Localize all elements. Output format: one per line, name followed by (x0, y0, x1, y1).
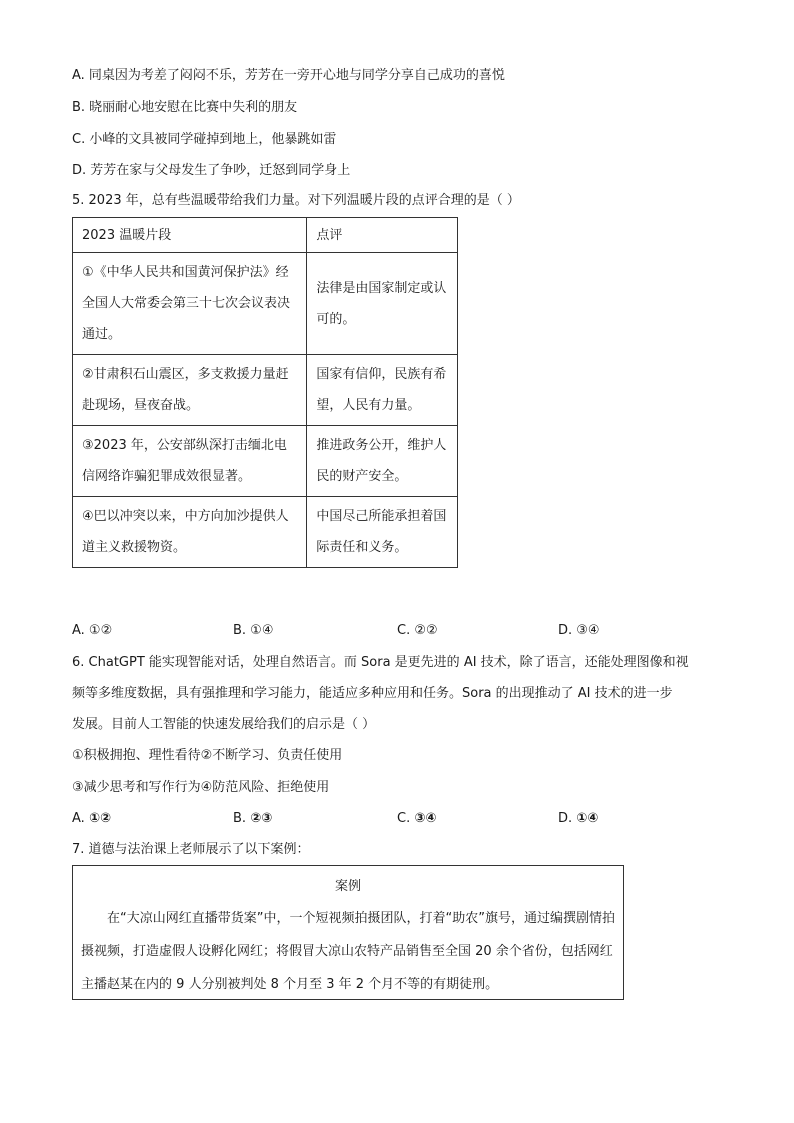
table-row (73, 426, 458, 497)
q4-option-c: C. 小峰的文具被同学碰掉到地上，他暴跳如雷 (72, 132, 337, 147)
q4-option-b: B. 晓丽耐心地安慰在比赛中失利的朋友 (72, 100, 298, 115)
case-box (72, 865, 624, 1000)
q6-option-c: C. ③④ (397, 811, 437, 826)
q5-option-c: C. ②② (397, 623, 438, 638)
table-cell: ③2023 年，公安部纵深打击缅北电信网络诈骗犯罪成效很显著。 (73, 426, 307, 497)
q6-option-a: A. ①② (72, 811, 111, 826)
q7-stem: 7. 道德与法治课上老师展示了以下案例： (72, 842, 310, 857)
table-cell: ①《中华人民共和国黄河保护法》经全国人大常委会第三十七次会议表决通过。 (73, 253, 307, 355)
q5-option-d: D. ③④ (558, 623, 600, 638)
q5-option-a: A. ①② (72, 623, 113, 638)
table-row (73, 355, 458, 426)
table-cell: 国家有信仰，民族有希望，人民有力量。 (307, 355, 458, 426)
q6-choices-line: ③减少思考和写作行为④防范风险、拒绝使用 (72, 780, 330, 795)
q4-option-d: D. 芳芳在家与父母发生了争吵，迁怒到同学身上 (72, 163, 351, 178)
q4-option-a: A. 同桌因为考差了闷闷不乐，芳芳在一旁开心地与同学分享自己成功的喜悦 (72, 68, 505, 83)
table-cell: 中国尽己所能承担着国际责任和义务。 (307, 497, 458, 568)
table-cell: ②甘肃积石山震区，多支救援力量赶赴现场，昼夜奋战。 (73, 355, 307, 426)
q5-option-b: B. ①④ (233, 623, 274, 638)
q6-stem-line: 频等多维度数据，具有强推理和学习能力，能适应多种应用和任务。Sora 的出现推动了 AI 技术的进一步 (72, 686, 673, 701)
table-header-cell: 点评 (307, 218, 458, 253)
case-text: 在“大凉山网红直播带货案”中，一个短视频拍摄团队，打着“助农”旗号，通过编撰剧情拍摄视频，打造虚假人设孵化网红；将假冒大凉山农特产品销售至全国 20 余个省份，包括网红主播赵某在内的 9 人分别被判处 8 个月至 3 年 2 个月不等的有期徒刑。 (81, 911, 615, 992)
q6-choices-line: ①积极拥抱、理性看待②不断学习、负责任使用 (72, 748, 343, 763)
table-row (73, 253, 458, 355)
q6-stem-line: 6. ChatGPT 能实现智能对话，处理自然语言。而 Sora 是更先进的 AI 技术，除了语言，还能处理图像和视 (72, 655, 689, 670)
table-row (73, 497, 458, 568)
q6-stem-line: 发展。目前人工智能的快速发展给我们的启示是（ ） (72, 717, 376, 732)
table-cell: 推进政务公开，维护人民的财产安全。 (307, 426, 458, 497)
table-cell: ④巴以冲突以来，中方向加沙提供人道主义救援物资。 (73, 497, 307, 568)
case-title: 案例 (334, 879, 361, 894)
table-cell: 法律是由国家制定或认可的。 (307, 253, 458, 355)
q5-stem: 5. 2023 年，总有些温暖带给我们力量。对下列温暖片段的点评合理的是（ ） (72, 193, 520, 208)
table-header-cell: 2023 温暖片段 (73, 218, 307, 253)
q6-option-b: B. ②③ (233, 811, 273, 826)
q6-option-d: D. ①④ (558, 811, 599, 826)
q5-options (72, 621, 722, 641)
q5-table (72, 217, 458, 568)
table-header-row (73, 218, 458, 253)
q6-options (72, 809, 722, 829)
